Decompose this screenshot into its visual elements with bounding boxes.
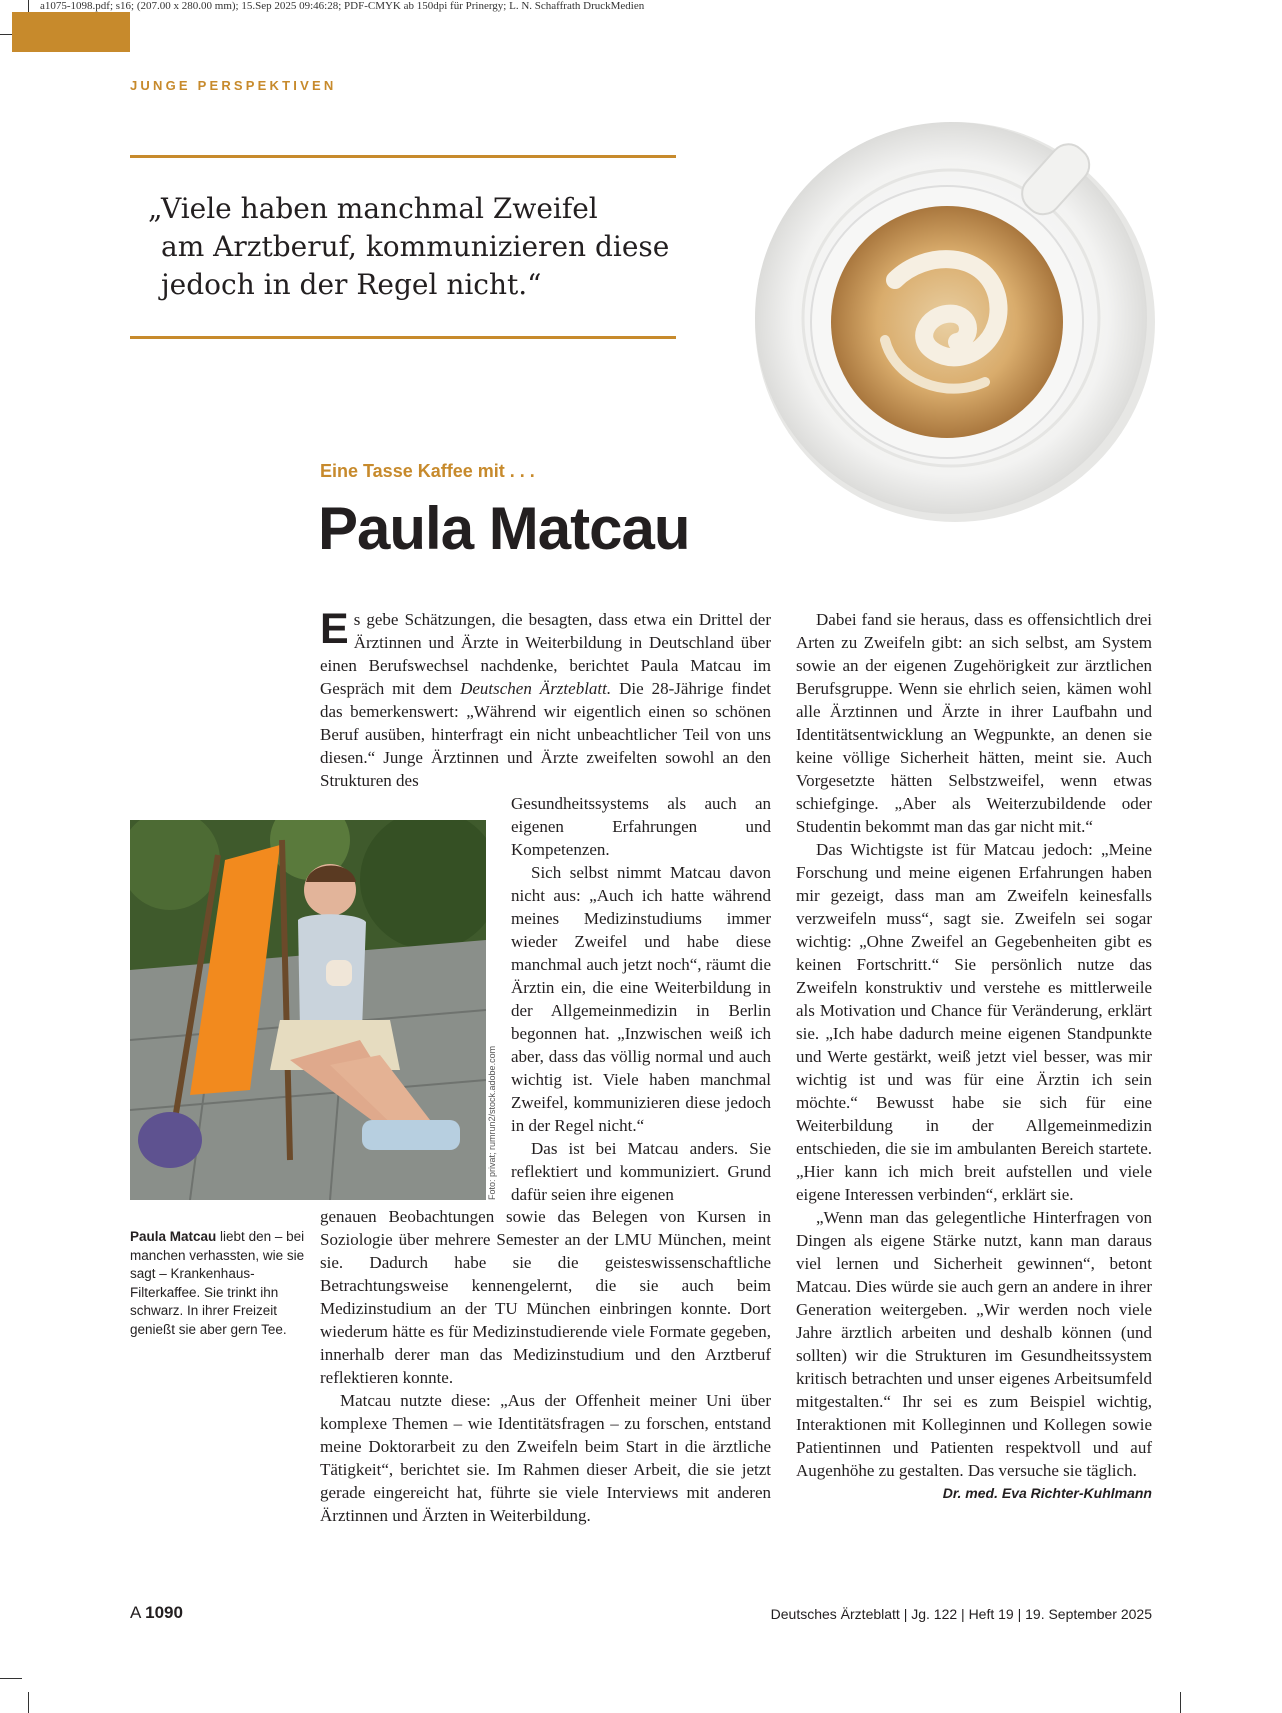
portrait-photo [130,820,486,1200]
page-number-value: 1090 [145,1603,183,1622]
article-col1-middle [511,792,771,1206]
print-meta: a1075-1098.pdf; s16; (207.00 x 280.00 mm); 15.Sep 2025 09:46:28; PDF-CMYK ab 150dpi für Prinergy; L. N. Schaffrath DruckMedien [40,0,645,12]
paragraph-text: genauen Beobachtungen sowie das Belegen von Kursen in Soziologie über mehrere Semester an der LMU München, meint sie. Dadurch habe sie die geisteswissenschaftliche Betrachtungsweise kennengelernt, die sie auch beim Medizinstudium an der TU München einbringen konnte. Dort wiederum hätte es für Medizinstudierende viele Formate gegeben, innerhalb derer man das Medizinstudium und den Arztberuf reflektieren konnte. [320,1207,771,1387]
headline: Paula Matcau [318,495,690,562]
crop-mark [0,1678,22,1679]
paragraph-text: Matcau nutzte diese: „Aus der Offenheit meiner Uni über komplexe Themen – wie Identitätsfragen – zu forschen, entstand meine Doktorarbeit zu den Zweifeln beim Start in die ärztliche Tätigkeit“, berichtet sie. Im Rahmen dieser Arbeit, die sie jetzt gerade eingereicht hat, führte sie viele Interviews mit anderen Ärztinnen und Ärzten in Weiterbildung. [320,1391,771,1525]
paragraph-text: Sich selbst nimmt Matcau davon nicht aus: „Auch ich hatte während meines Medizinstudiums immer wieder Zweifel und habe diese manchmal auch jetzt noch“, räumt die Ärztin ein, die eine Weiterbildung in der Allgemeinmedizin in Berlin begonnen hat. „Inzwischen weiß ich aber, dass das völlig normal und auch wichtig ist. Viele haben manchmal Zweifel, kommunizieren diese jedoch in der Regel nicht.“ [511,863,771,1135]
issue-info: Deutsches Ärzteblatt | Jg. 122 | Heft 19 | 19. September 2025 [770,1606,1152,1622]
coffee-cup-image [735,100,1175,560]
crop-mark [1180,1692,1181,1713]
caption-text: liebt den – bei manchen verhassten, wie sie sagt – Krankenhaus-Filterkaffee. Sie trinkt ihn schwarz. In ihrer Freizeit genießt sie aber gern Tee. [130,1229,305,1337]
paragraph-text: s gebe Schätzungen, die besagten, dass etwa ein Drittel der Ärztinnen und Ärzte in Weiterbildung in Deutschland über einen Berufswechsel nachdenke, berichtet Paula Matcau im Gespräch mit dem [320,610,771,698]
pullquote-rule-top [130,155,676,158]
kicker: Eine Tasse Kaffee mit . . . [320,461,535,481]
pullquote-rule-bottom [130,336,676,339]
photo-credit: Foto: privat; rumrun2/stock.adobe.com [487,1045,497,1200]
pullquote [148,190,678,304]
paragraph-text: Das Wichtigste ist für Matcau jedoch: „Meine Forschung und meine eigenen Erfahrungen haben mir gezeigt, dass man am Zweifeln keinesfalls verzweifeln muss“, sagt sie. Zweifeln sei sogar wichtig: „Ohne Zweifel an Gegebenheiten gibt es keinen Fortschritt.“ Sie persönlich nutze das Zweifeln konstruktiv und verstehe es mittlerweile als Motivation und Chance für Veränderung, erklärt sie. „Ich habe dadurch meine eigenen Standpunkte und Werte gestärkt, weiß jetzt viel besser, was mir wichtig ist und was für eine Ärztin ich sein möchte.“ Bewusst habe sie sich für eine Weiterbildung in der Allgemeinmedizin entschieden, die sie im ambulanten Bereich startete. „Hier kann ich mich breit aufstellen und viele eigene Interessen verbinden“, erklärt sie. [796,840,1152,1204]
photo-caption [130,1228,305,1339]
author-byline: Dr. med. Eva Richter-Kuhlmann [942,1485,1152,1501]
section-color-tab [12,12,130,52]
dropcap: E [320,605,349,653]
page-prefix: A [130,1603,141,1622]
publication-name: Deutschen Ärzteblatt. [460,679,612,698]
pullquote-line: jedoch in der Regel nicht.“ [161,268,542,301]
section-label: JUNGE PERSPEKTIVEN [130,78,337,93]
article-col2 [796,608,1152,1505]
paragraph-text: Das ist bei Matcau anders. Sie reflektiert und kommuniziert. Grund dafür seien ihre eigenen [511,1139,771,1204]
page-number [130,1603,183,1623]
paragraph-text: Gesundheitssystems als auch an eigenen Erfahrungen und Kompetenzen. [511,794,771,859]
pullquote-line: am Arztberuf, kommunizieren diese [161,230,670,263]
article-col1-bottom [320,1205,771,1527]
caption-name: Paula Matcau [130,1229,217,1244]
crop-mark [28,1692,29,1713]
paragraph-text: Dabei fand sie heraus, dass es offensichtlich drei Arten zu Zweifeln gibt: an sich selbst, am System sowie an der eigenen Zugehörigkeit zur ärztlichen Berufsgruppe. Wenn sie ehrlich seien, kämen wohl alle Ärztinnen und Ärzte in ihrer Laufbahn und Identitätsentwicklung an Wegpunkte, an denen sie keine völlige Sicherheit hätten, meint sie. Auch Vorgesetzte hätten Selbstzweifel, wenn etwas schiefginge. „Aber als Weiterzubildende oder Studentin bekommt man das gar nicht mit.“ [796,610,1152,836]
paragraph-text: „Wenn man das gelegentliche Hinterfragen von Dingen als eigene Stärke nutzt, kann man daraus viel lernen und Sicherheit gewinnen“, betont Matcau. Dies würde sie auch gern an andere in ihrer Generation weitergeben. „Wir werden noch viele Jahre ärztlich arbeiten und deshalb können (und sollten) wir die Strukturen im Gesundheitssystem kritisch betrachten und unser eigenes Arbeitsumfeld mitgestalten.“ Ihr sei es zum Beispiel wichtig, Interaktionen mit Kolleginnen und Kollegen sowie Patientinnen und Patienten respektvoll und auf Augenhöhe zu gestalten. Das versuche sie täglich. [796,1208,1152,1480]
pullquote-line: „Viele haben manchmal Zweifel [148,192,598,225]
article-col1-top [320,605,772,792]
paragraph-text [796,1206,1152,1501]
paragraph-text: Die 28-Jährige findet das bemerkenswert: „Während wir eigentlich einen so schönen Beruf ausüben, hinterfragt ein nicht unbeachtlicher Teil von uns diesen.“ Junge Ärztinnen und Ärzte zweifelten sowohl an den Strukturen des [320,679,772,790]
